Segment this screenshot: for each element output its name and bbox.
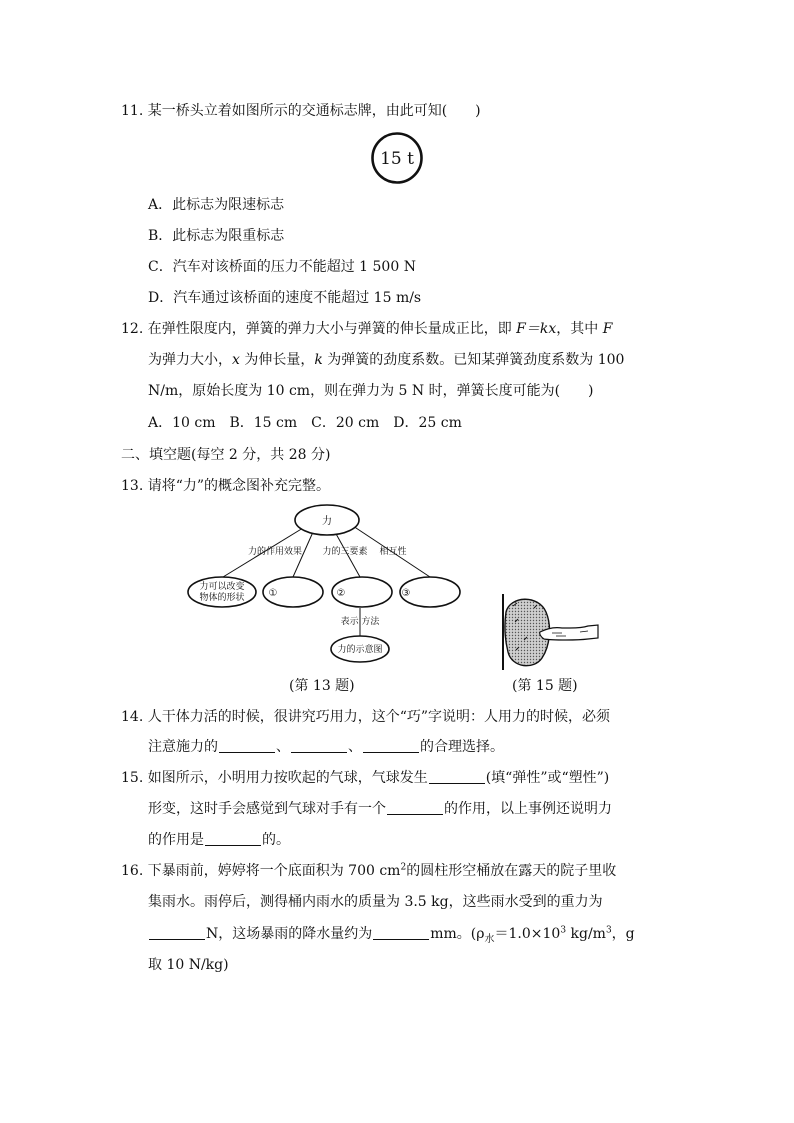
q16-line2: 集雨水。雨停后，测得桶内雨水的质量为 3.5 kg，这些雨水受到的重力为 bbox=[148, 894, 603, 910]
q15-line1 bbox=[121, 768, 609, 788]
node1-label-line2: 物体的形状 bbox=[199, 593, 245, 603]
node3-label: ② bbox=[336, 588, 346, 599]
q16-text3e: ，g bbox=[611, 926, 635, 942]
q14-text2a: 注意施力的 bbox=[148, 739, 218, 755]
q13-number: 13. bbox=[121, 478, 144, 494]
root-label: 力 bbox=[322, 516, 332, 527]
q15-text2b: 的作用，以上事例还说明力 bbox=[444, 801, 612, 817]
q16-line3 bbox=[148, 924, 635, 944]
branch-label-effect: 力的作用效果 bbox=[247, 547, 303, 557]
q16-line4: 取 10 N/kg) bbox=[148, 957, 229, 973]
q12-text2a: 为弹力大小， bbox=[148, 352, 232, 368]
branch-label-elements: 力的三要素 bbox=[322, 547, 368, 557]
q16-text3b: mm。(ρ bbox=[430, 926, 485, 942]
q11-option-c: C．汽车对该桥面的压力不能超过 1 500 N bbox=[148, 259, 416, 275]
q15-text3a: 的作用是 bbox=[148, 832, 204, 848]
q12-options: A．10 cm B．15 cm C．20 cm D．25 cm bbox=[148, 415, 462, 431]
q14-line1 bbox=[121, 707, 610, 727]
q14-text2c: 、 bbox=[348, 739, 362, 755]
q13-stem-line bbox=[121, 476, 330, 496]
q12-text2b: x bbox=[232, 352, 240, 368]
section-title: 二、填空题(每空 2 分，共 28 分) bbox=[121, 447, 331, 463]
q12-number: 12. bbox=[121, 321, 144, 337]
answer-blank[interactable] bbox=[387, 800, 443, 815]
q15-figure-caption: (第 15 题) bbox=[512, 678, 578, 694]
q15-number: 15. bbox=[121, 770, 144, 786]
q12-text1c: F bbox=[602, 321, 613, 337]
answer-blank[interactable] bbox=[149, 925, 205, 940]
node2-label: ① bbox=[268, 588, 278, 599]
q15-line3 bbox=[148, 830, 290, 850]
q11-stem-line bbox=[121, 101, 481, 121]
q16-sup3b: 3 bbox=[605, 925, 612, 936]
q11-option-d: D．汽车通过该桥面的速度不能超过 15 m/s bbox=[148, 290, 422, 306]
q13-stem: 请将“力”的概念图补充完整。 bbox=[147, 478, 331, 494]
answer-blank[interactable] bbox=[429, 769, 485, 784]
weight-limit-sign bbox=[370, 131, 424, 185]
q15-line2 bbox=[148, 799, 612, 819]
q15-text2a: 形变，这时手会感觉到气球对手有一个 bbox=[148, 801, 386, 817]
node4-label: ③ bbox=[401, 588, 411, 599]
q16-sub-water: 水 bbox=[484, 933, 495, 945]
node1-label-line1: 力可以改变 bbox=[199, 582, 245, 592]
q16-text3a: N，这场暴雨的降水量约为 bbox=[206, 926, 373, 942]
q12-formula: F＝kx bbox=[516, 321, 557, 337]
answer-blank[interactable] bbox=[219, 738, 275, 753]
sub-branch-label: 表示 方法 bbox=[340, 617, 380, 627]
leaf-label: 力的示意图 bbox=[337, 645, 383, 655]
q11-stem: 某一桥头立着如图所示的交通标志牌，由此可知( ) bbox=[147, 103, 481, 119]
q12-text1a: 在弹性限度内，弹簧的弹力大小与弹簧的伸长量成正比，即 bbox=[147, 321, 517, 337]
q11-number: 11. bbox=[121, 103, 144, 119]
q14-line2 bbox=[148, 737, 504, 757]
q16-text3c: ＝1.0×10 bbox=[494, 926, 561, 942]
q15-text1a: 如图所示，小明用力按吹起的气球，气球发生 bbox=[147, 770, 428, 786]
q13-figure-caption: (第 13 题) bbox=[289, 678, 355, 694]
q12-text2d: k bbox=[314, 352, 323, 368]
q12-line3: N/m，原始长度为 10 cm，则在弹力为 5 N 时，弹簧长度可能为( ) bbox=[148, 383, 594, 399]
q12-text2c: 为伸长量， bbox=[239, 352, 315, 368]
q11-option-a: A．此标志为限速标志 bbox=[148, 197, 285, 213]
q15-text3b: 的。 bbox=[262, 832, 290, 848]
q12-line2 bbox=[148, 350, 624, 370]
q16-text3d: kg/m bbox=[566, 926, 606, 942]
q11-option-b: B．此标志为限重标志 bbox=[148, 228, 285, 244]
q16-text1a: 下暴雨前，婷婷将一个底面积为 700 cm bbox=[147, 863, 401, 879]
q12-text1b: ，其中 bbox=[556, 321, 603, 337]
q14-number: 14. bbox=[121, 709, 144, 725]
q15-text1b: (填“弹性”或“塑性”) bbox=[485, 770, 610, 786]
q16-line1 bbox=[121, 861, 616, 881]
balloon-press-figure bbox=[496, 592, 601, 672]
force-concept-map bbox=[185, 500, 470, 670]
q16-number: 16. bbox=[121, 863, 144, 879]
answer-blank[interactable] bbox=[291, 738, 347, 753]
q16-sup3: 3 bbox=[560, 925, 567, 936]
branch-label-mutual: 相互性 bbox=[379, 547, 407, 557]
q16-text1b: 的圆柱形空桶放在露天的院子里收 bbox=[406, 863, 617, 879]
q14-text2b: 、 bbox=[276, 739, 290, 755]
q12-line1 bbox=[121, 319, 612, 339]
answer-blank[interactable] bbox=[373, 925, 429, 940]
sign-text: 15 t bbox=[380, 149, 414, 169]
q14-text1: 人干体力活的时候，很讲究巧用力，这个“巧”字说明：人用力的时候，必须 bbox=[147, 709, 611, 725]
q16-sup1: 2 bbox=[400, 862, 407, 873]
answer-blank[interactable] bbox=[205, 831, 261, 846]
answer-blank[interactable] bbox=[363, 738, 419, 753]
q14-text2d: 的合理选择。 bbox=[420, 739, 504, 755]
q12-text2e: 为弹簧的劲度系数。已知某弹簧劲度系数为 100 bbox=[322, 352, 625, 368]
